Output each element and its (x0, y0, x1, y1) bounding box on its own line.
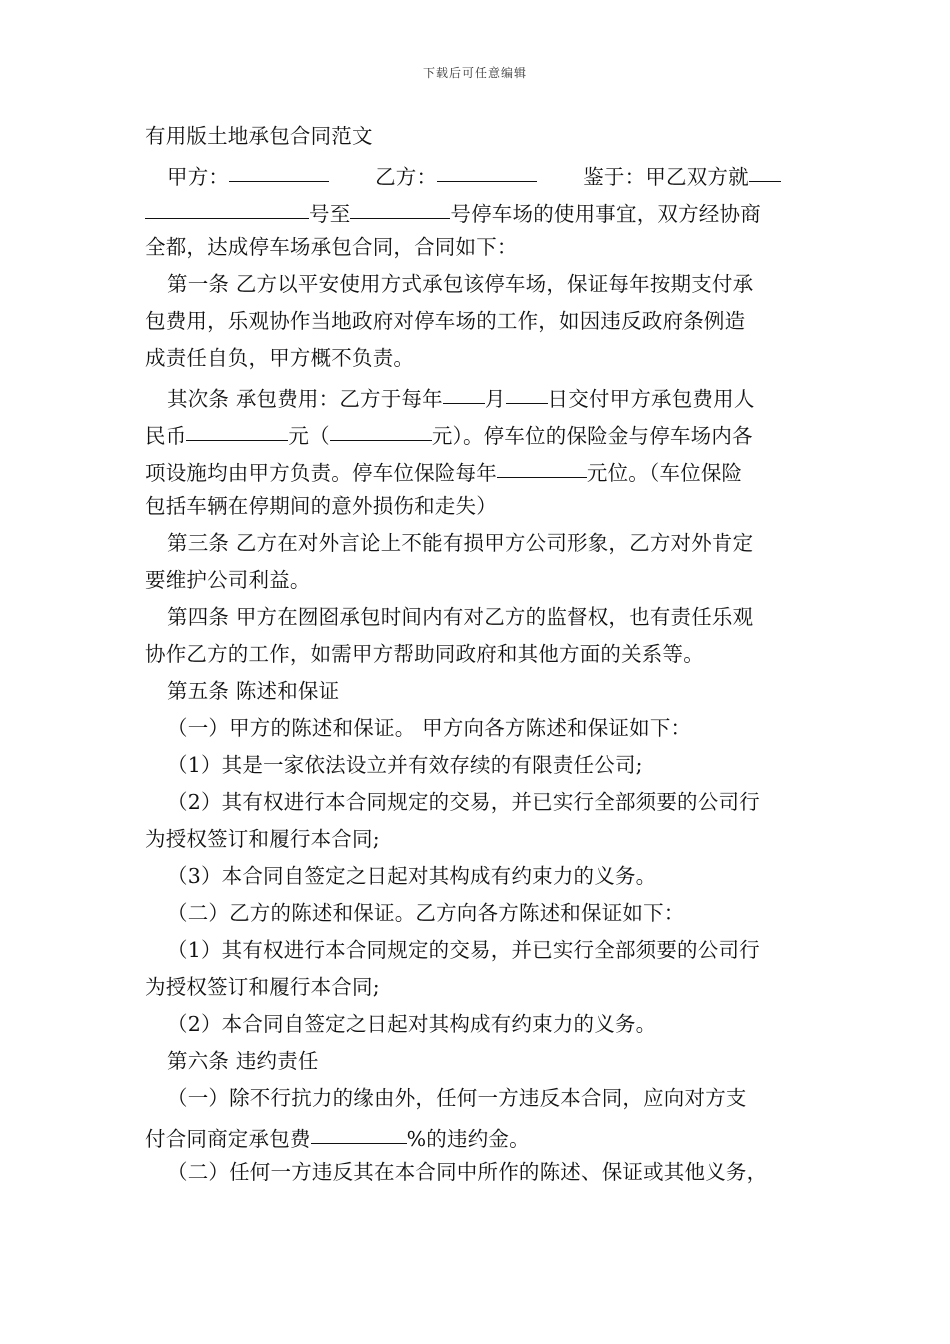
paragraph-line: 民币 元（ 元）。停车位的保险金与停车场内各 (145, 414, 810, 451)
clause-line: （1）其是一家依法设立并有效存续的有限责任公司; (167, 753, 643, 777)
paragraph-line: 全都，达成停车场承包合同，合同如下： (145, 235, 518, 259)
article-2: 其次条 承包费用：乙方于每年 月 日交付甲方承包费用人 (145, 377, 810, 414)
party-b-label: 乙方： (375, 165, 438, 189)
paragraph-line: 要维护公司利益。 (145, 568, 311, 592)
clause-line: （1）其有权进行本合同规定的交易，并已实行全部须要的公司行 (167, 938, 760, 962)
day-blank (506, 377, 548, 404)
clause-line: （一）除不行抗力的缘由外，任何一方违反本合同，应向对方支 (167, 1086, 747, 1110)
whereas-blank (749, 155, 781, 182)
clause-line: （2）本合同自签定之日起对其构成有约束力的义务。 (167, 1012, 657, 1036)
address-purpose-text: 号停车场的使用事宜，双方经协商 (450, 202, 761, 226)
clause-line: （二）任何一方违反其在本合同中所作的陈述、保证或其他义务， (167, 1160, 768, 1184)
party-b-blank (437, 155, 537, 182)
address-from-blank (145, 192, 309, 219)
whereas-text: 鉴于：甲乙双方就 (583, 165, 749, 189)
clause-line: （3）本合同自签定之日起对其构成有约束力的义务。 (167, 864, 657, 888)
clause-line: （2）其有权进行本合同规定的交易，并已实行全部须要的公司行 (167, 790, 760, 814)
paragraph-line: 包费用，乐观协作当地政府对停车场的工作，如因违反政府条例造 (145, 309, 746, 333)
address-to-text: 号至 (309, 202, 351, 226)
clause-line: （一）甲方的陈述和保证。 甲方向各方陈述和保证如下： (167, 716, 692, 740)
article-3: 第三条 乙方在对外言论上不能有损甲方公司形象，乙方对外肯定 (167, 531, 754, 555)
party-a-label: 甲方： (167, 165, 230, 189)
paragraph-line: 项设施均由甲方负责。停车位保险每年 元位。（车位保险 (145, 451, 810, 488)
paragraph-line: 为授权签订和履行本合同; (145, 975, 380, 999)
paragraph-line: 包括车辆在停期间的意外损伤和走失） (145, 494, 497, 518)
address-line (145, 192, 810, 229)
address-to-blank (350, 192, 450, 219)
paragraph-line: 协作乙方的工作，如需甲方帮助同政府和其他方面的关系等。 (145, 642, 704, 666)
party-a-blank (229, 155, 329, 182)
article-4: 第四条 甲方在囫囵承包时间内有对乙方的监督权，也有责任乐观 (167, 605, 754, 629)
paragraph-line: 为授权签订和履行本合同; (145, 827, 380, 851)
article-6-heading: 第六条 违约责任 (167, 1049, 319, 1073)
article-5-heading: 第五条 陈述和保证 (167, 679, 340, 703)
clause-line: （二）乙方的陈述和保证。乙方向各方陈述和保证如下： (167, 901, 685, 925)
article-1: 第一条 乙方以平安使用方式承包该停车场，保证每年按期支付承 (167, 272, 754, 296)
insurance-blank (497, 451, 587, 478)
penalty-percent-blank (311, 1117, 407, 1144)
parties-line (145, 155, 810, 192)
document-body (145, 118, 810, 1191)
month-blank (443, 377, 485, 404)
amount-figure-blank (186, 414, 288, 441)
paragraph-line: 付合同商定承包费 %的违约金。 (145, 1117, 810, 1154)
paragraph-line: 成责任自负，甲方概不负责。 (145, 346, 415, 370)
amount-words-blank (330, 414, 432, 441)
document-title: 有用版土地承包合同范文 (145, 124, 373, 148)
page-header-note: 下载后可任意编辑 (422, 66, 527, 80)
